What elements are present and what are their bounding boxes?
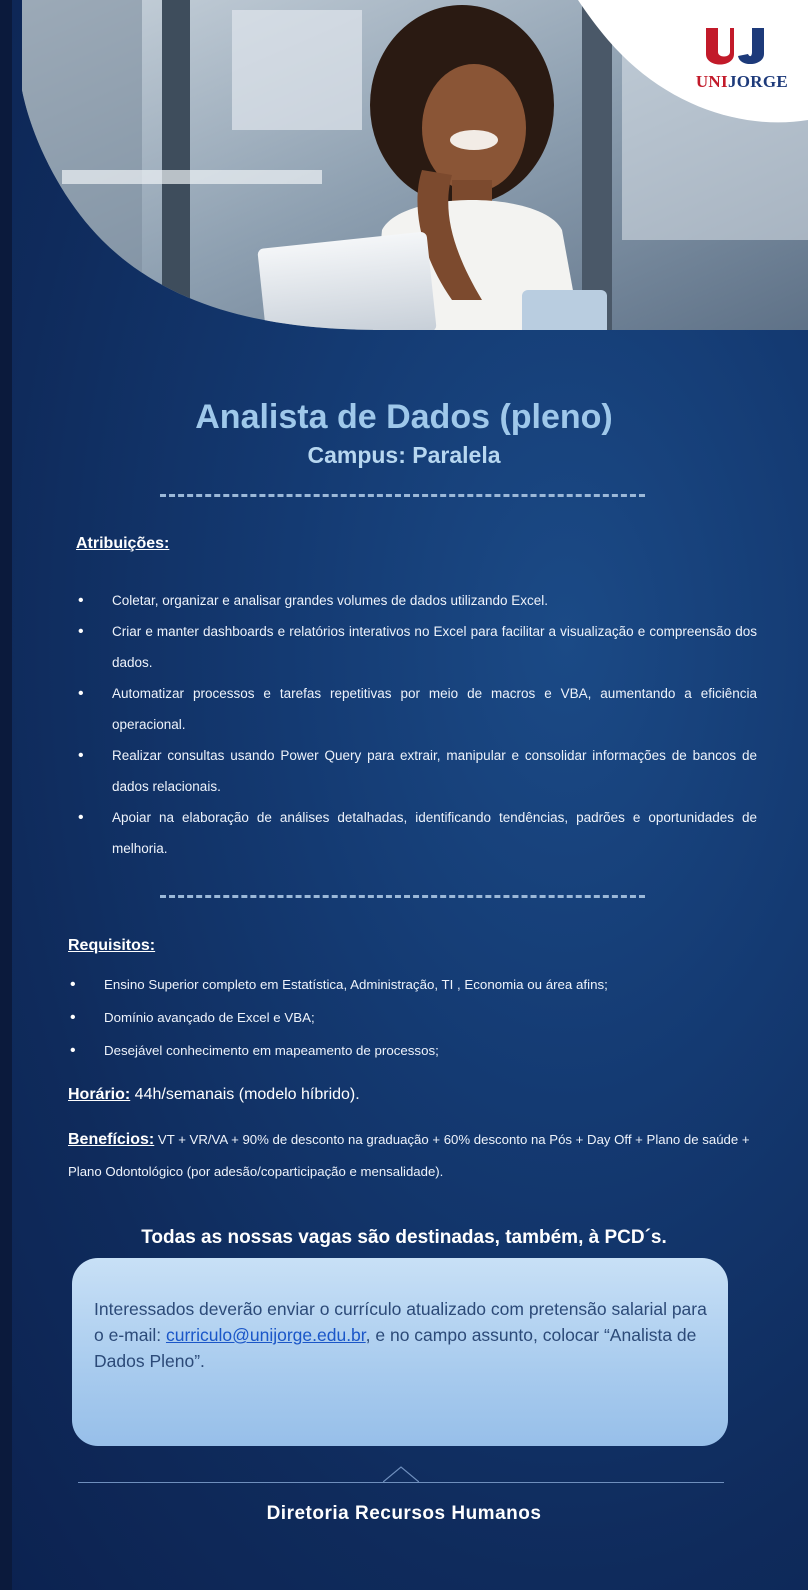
list-item: • Ensino Superior completo em Estatística, Administração, TI , Economia ou área afins; [104, 968, 764, 1001]
campus-label: Campus: Paralela [307, 442, 501, 468]
list-item: • Apoiar na elaboração de análises detalhadas, identificando tendências, padrões e oportunidades de melhoria. [112, 802, 757, 864]
hero-photo [22, 0, 808, 340]
logo-corner [578, 0, 808, 130]
job-title: Analista de Dados (pleno) [195, 398, 613, 436]
attributions-list [112, 585, 757, 864]
dashed-divider [160, 895, 645, 898]
apply-instructions [94, 1296, 714, 1374]
apply-instructions-box [72, 1258, 728, 1446]
list-item: • Domínio avançado de Excel e VBA; [104, 1001, 764, 1034]
apply-text-after: , e no campo assunto, colocar “Analista de Dados Pleno”. [94, 1325, 697, 1371]
schedule-line [68, 1086, 360, 1104]
footer-notch-icon [383, 1466, 419, 1483]
left-edge-strip [0, 0, 12, 1590]
logo-text-jorge: JORGE [727, 72, 788, 91]
footer-title: Diretoria Recursos Humanos [266, 1503, 542, 1524]
schedule-value: 44h/semanais (modelo híbrido). [130, 1086, 360, 1103]
requirements-list [104, 968, 764, 1067]
attributions-label: Atribuições: [76, 535, 170, 552]
pcd-notice: Todas as nossas vagas são destinadas, também, à PCD´s. [141, 1227, 667, 1248]
benefits-value: VT + VR/VA + 90% de desconto na graduação + 60% desconto na Pós + Day Off + Plano de saúde + Plano Odontológico (por adesão/coparticipação e mensalidade). [68, 1132, 750, 1179]
apply-text-before: Interessados deverão enviar o currículo atualizado com pretensão salarial para o e-mail: [94, 1299, 707, 1345]
list-item: • Realizar consultas usando Power Query para extrair, manipular e consolidar informações de bancos de dados relacionais. [112, 740, 757, 802]
email-link[interactable]: curriculo@unijorge.edu.br [165, 1325, 366, 1345]
requirements-label: Requisitos: [68, 937, 156, 954]
logo-wordmark [696, 72, 788, 92]
dashed-divider [160, 494, 645, 497]
logo-text-uni: UNI [695, 72, 728, 91]
list-item: • Desejável conhecimento em mapeamento de processos; [104, 1034, 764, 1067]
list-item: • Criar e manter dashboards e relatórios interativos no Excel para facilitar a visualização e compreensão dos dados. [112, 616, 757, 678]
list-item: • Automatizar processos e tarefas repetitivas por meio de macros e VBA, aumentando a eficiência operacional. [112, 678, 757, 740]
unijorge-logo-icon [704, 26, 766, 68]
schedule-label: Horário: [68, 1086, 131, 1103]
list-item: • Coletar, organizar e analisar grandes volumes de dados utilizando Excel. [112, 585, 757, 616]
benefits-label: Benefícios: [68, 1131, 155, 1148]
benefits-line [68, 1124, 768, 1188]
